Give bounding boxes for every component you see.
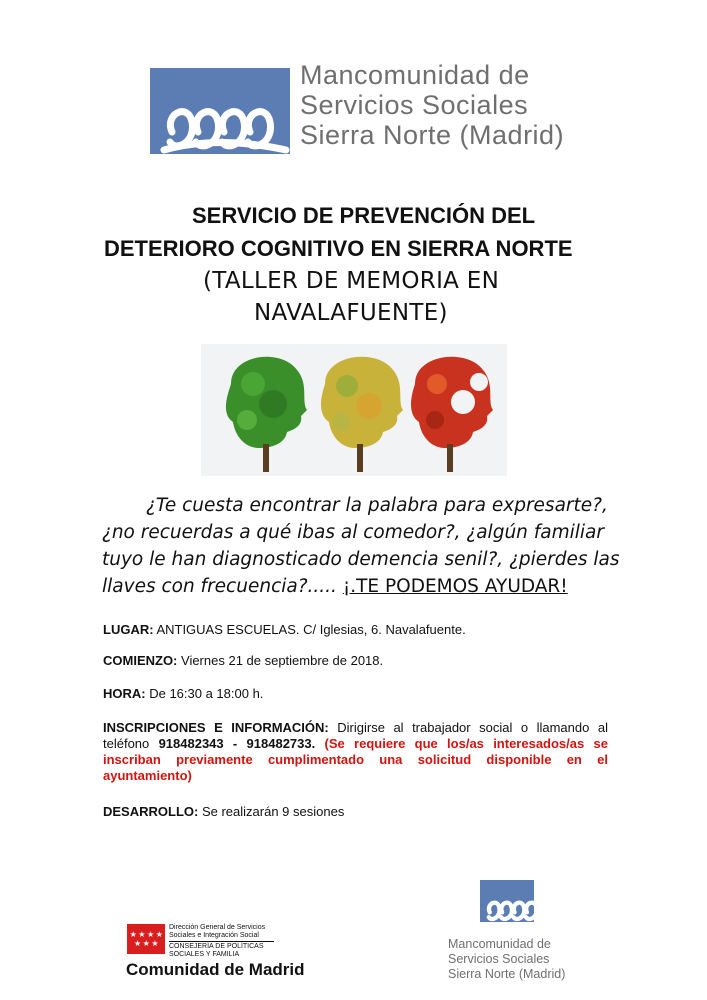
hora-label: HORA: <box>103 686 146 701</box>
madrid-stars: ★ ★ ★ ★ ★ ★ ★ <box>129 930 163 948</box>
question-text: ¿Te cuesta encontrar la palabra para expresarte?, ¿no recuerdas a qué ibas al comedor?, ¿algún familiar tuyo le han diagnosticado demencia senil?, ¿pierdes las llaves con frecuencia?..... <box>102 495 620 597</box>
hora-row <box>103 686 608 702</box>
desarrollo-label: DESARROLLO: <box>103 804 199 819</box>
footer-people-emblem-icon <box>484 893 546 927</box>
hora-value: De 16:30 a 18:00 h. <box>145 686 264 701</box>
desarrollo-value: Se realizarán 9 sesiones <box>198 804 345 819</box>
title-line-4: NAVALAFUENTE) <box>254 300 448 326</box>
desarrollo-row <box>103 804 608 820</box>
inscripciones-label: INSCRIPCIONES E INFORMACIÓN: <box>103 720 329 735</box>
cm-line-3: CONSEJERÍA DE POLÍTICAS <box>169 943 264 950</box>
org-line: Servicios Sociales <box>300 90 529 120</box>
title-line-2: DETERIORO COGNITIVO EN SIERRA NORTE <box>104 236 573 261</box>
title-line-3: (TALLER DE MEMORIA EN <box>203 268 500 294</box>
title-line-1: SERVICIO DE PREVENCIÓN DEL <box>192 203 536 228</box>
phone-numbers: 918482343 - 918482733. <box>158 736 316 751</box>
comienzo-label: COMIENZO: <box>103 653 178 668</box>
tree-heads-image <box>201 344 507 476</box>
footer-org-name <box>448 937 565 982</box>
cm-line-2: Sociales e Integración Social <box>169 932 259 939</box>
cm-line-1: Dirección General de Servicios <box>169 924 266 931</box>
comunidad-madrid-name: Comunidad de Madrid <box>126 960 305 979</box>
cm-line-4: SOCIALES Y FAMILIA <box>169 951 240 958</box>
org-name-header <box>300 60 564 150</box>
footer-org-line: Sierra Norte (Madrid) <box>448 967 566 981</box>
lugar-row <box>103 622 608 638</box>
inscripciones-note: (Se requiere que los/as interesados/as se inscriban previamente cumplimentado una solicitud disponible en el ayuntamiento) <box>103 736 608 783</box>
comienzo-value: Viernes 21 de septiembre de 2018. <box>177 653 384 668</box>
comienzo-row <box>103 653 608 669</box>
inscripciones-row <box>103 720 608 784</box>
footer-org-line: Servicios Sociales <box>448 952 550 966</box>
org-line: Mancomunidad de <box>300 60 530 90</box>
org-line: Sierra Norte (Madrid) <box>300 120 565 150</box>
lugar-value: ANTIGUAS ESCUELAS. C/ Iglesias, 6. Navalafuente. <box>153 622 466 637</box>
help-slogan: ¡.TE PODEMOS AYUDAR! <box>342 576 568 597</box>
lugar-label: LUGAR: <box>103 622 154 637</box>
footer-org-line: Mancomunidad de <box>448 937 551 951</box>
inscripciones-value: Dirigirse al trabajador social o llamando al teléfono <box>103 720 608 751</box>
question-paragraph <box>102 492 622 600</box>
cm-divider <box>169 941 274 942</box>
people-emblem-icon <box>160 92 290 162</box>
